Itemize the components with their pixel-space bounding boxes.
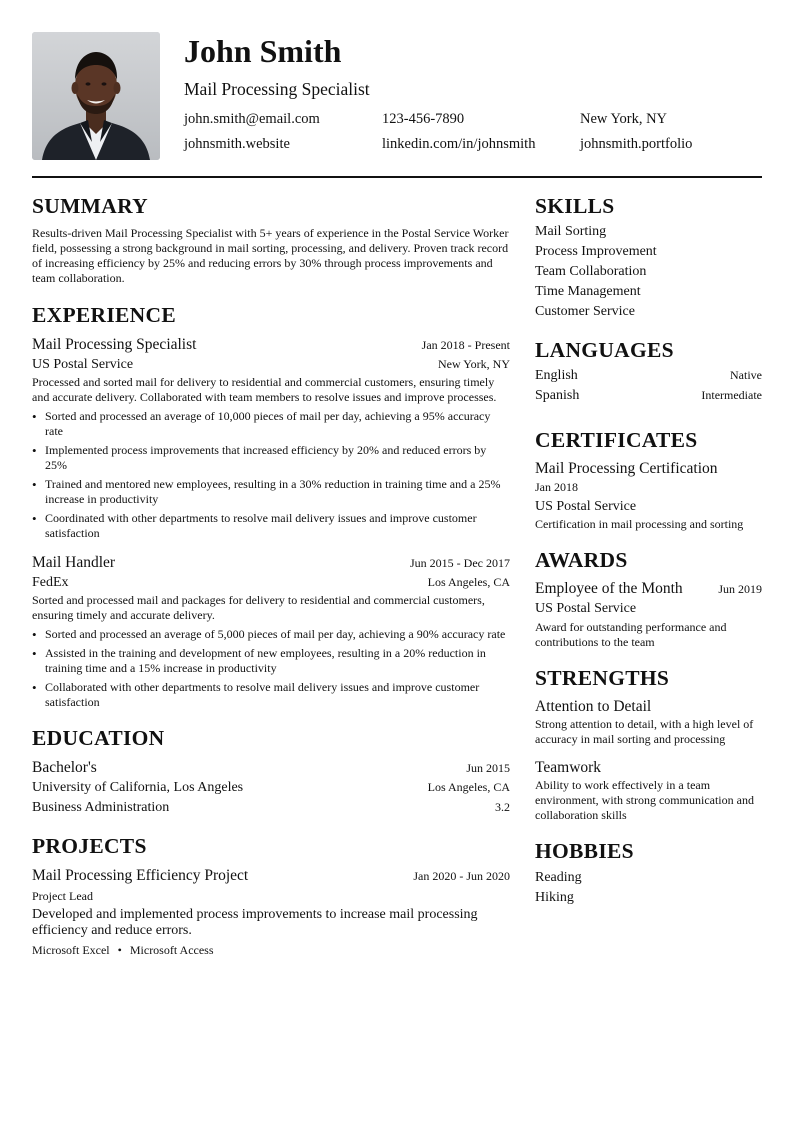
language-level: Intermediate [701, 388, 762, 402]
section-heading: PROJECTS [32, 834, 147, 858]
header-info [184, 32, 762, 154]
candidate-name: John Smith [184, 33, 342, 69]
achievement-item: • Implemented process improvements that increased efficiency by 20% and reduced errors by 25% [32, 443, 510, 473]
summary-text: Results-driven Mail Processing Specialist with 5+ years of experience in the Postal Service Worker field, possessing a strong background in mail sorting, processing, and delivery. Proven track record of increasing efficiency by 25% and reducing errors by 30% through process improvements and team collaboration. [32, 226, 509, 285]
strength-description: Strong attention to detail, with a high level of accuracy in mail sorting and processing [535, 717, 754, 746]
linkedin-link[interactable]: linkedin.com/in/johnsmith [382, 136, 536, 152]
language-level: Native [730, 368, 762, 382]
skills-section [535, 192, 762, 322]
project-technologies [32, 942, 510, 958]
main-column [32, 192, 510, 958]
awards-section [535, 546, 762, 650]
hobbies-section [535, 837, 762, 908]
award-description: Award for outstanding performance and contributions to the team [535, 620, 727, 649]
certificate-name: Mail Processing Certification [535, 460, 718, 477]
header-divider [32, 176, 762, 178]
experience-section [32, 301, 510, 710]
strength-title: Attention to Detail [535, 698, 652, 715]
job-location: Los Angeles, CA [427, 575, 510, 589]
job-achievements [32, 627, 510, 710]
candidate-title: Mail Processing Specialist [184, 79, 370, 99]
language-name: Spanish [535, 388, 580, 403]
certificate-date: Jan 2018 [535, 480, 578, 494]
section-heading: SKILLS [535, 194, 615, 218]
section-heading: STRENGTHS [535, 666, 670, 690]
hobby-item: Reading [535, 870, 582, 885]
school-name: University of California, Los Angeles [32, 780, 244, 795]
languages-section [535, 336, 762, 406]
summary-section [32, 192, 510, 286]
portfolio-link[interactable]: johnsmith.portfolio [580, 136, 693, 152]
education-section [32, 724, 510, 818]
skill-item: Team Collaboration [535, 264, 647, 279]
phone-number: 123-456-7890 [382, 111, 465, 127]
skill-item: Mail Sorting [535, 224, 607, 239]
contact-info [184, 109, 762, 154]
certificates-section [535, 426, 762, 532]
job-company: FedEx [32, 575, 69, 590]
job-entry [32, 552, 510, 710]
job-dates: Jan 2018 - Present [421, 338, 510, 352]
website-link[interactable]: johnsmith.website [184, 136, 290, 152]
award-date: Jun 2019 [718, 582, 762, 596]
award-name: Employee of the Month [535, 580, 683, 597]
job-title: Mail Handler [32, 554, 116, 571]
job-description: Processed and sorted mail for delivery to residential and commercial customers, ensuring timely and accurate delivery. Collaborated with team members to resolve issues and improve processes. [32, 375, 497, 404]
award-issuer: US Postal Service [535, 601, 637, 616]
job-dates: Jun 2015 - Dec 2017 [410, 556, 510, 570]
strengths-section [535, 664, 762, 823]
achievement-item: • Trained and mentored new employees, resulting in a 30% reduction in training time and a 25% increase in productivity [32, 477, 510, 507]
job-achievements [32, 409, 510, 541]
job-company: US Postal Service [32, 357, 134, 372]
tech-item: Microsoft Access [129, 943, 214, 957]
section-heading: AWARDS [535, 548, 628, 572]
section-heading: EXPERIENCE [32, 303, 176, 327]
graduation-date: Jun 2015 [466, 761, 510, 775]
achievement-item: • Collaborated with other departments to resolve mail delivery issues and improve customer satisfaction [32, 680, 510, 710]
project-dates: Jan 2020 - Jun 2020 [413, 869, 510, 883]
achievement-item: • Sorted and processed an average of 10,000 pieces of mail per day, achieving a 95% accuracy rate [32, 409, 510, 439]
project-role: Project Lead [32, 889, 93, 903]
gpa: 3.2 [495, 800, 510, 814]
tech-item: Microsoft Excel [32, 943, 110, 957]
degree: Bachelor's [32, 759, 97, 776]
achievement-item: • Sorted and processed an average of 5,000 pieces of mail per day, achieving a 90% accuracy rate [32, 627, 510, 642]
strength-title: Teamwork [535, 759, 602, 776]
hobby-item: Hiking [535, 890, 574, 905]
skill-item: Process Improvement [535, 244, 657, 259]
strength-description: Ability to work effectively in a team environment, with strong communication and collaboration skills [535, 778, 754, 822]
section-heading: CERTIFICATES [535, 428, 698, 452]
skill-item: Time Management [535, 284, 641, 299]
project-name: Mail Processing Efficiency Project [32, 867, 249, 884]
strength-item [535, 757, 762, 823]
achievement-item: • Coordinated with other departments to resolve mail delivery issues and improve customer satisfaction [32, 511, 510, 541]
projects-section [32, 832, 510, 958]
strength-item [535, 696, 762, 747]
section-heading: HOBBIES [535, 839, 634, 863]
achievement-item: • Assisted in the training and development of new employees, resulting in a 20% reduction in training time and a 15% increase in productivity [32, 646, 510, 676]
person-photo-icon [32, 32, 160, 160]
tech-separator: • [117, 943, 122, 957]
profile-photo [32, 32, 160, 160]
job-entry [32, 334, 510, 541]
side-column [535, 192, 762, 908]
skill-item: Customer Service [535, 304, 635, 319]
job-location: New York, NY [437, 357, 510, 371]
field-of-study: Business Administration [32, 800, 170, 815]
job-description: Sorted and processed mail and packages for delivery to residential and commercial customers, ensuring timely and accurate delivery. [32, 593, 485, 622]
location: New York, NY [580, 111, 668, 127]
language-name: English [535, 368, 578, 383]
certificate-issuer: US Postal Service [535, 499, 637, 514]
section-heading: LANGUAGES [535, 338, 674, 362]
certificate-description: Certification in mail processing and sorting [535, 517, 744, 531]
school-location: Los Angeles, CA [427, 780, 510, 794]
section-heading: SUMMARY [32, 194, 148, 218]
section-heading: EDUCATION [32, 726, 165, 750]
project-description: Developed and implemented process improvements to increase mail processing efficiency and reduce errors. [32, 907, 478, 938]
job-title: Mail Processing Specialist [32, 336, 197, 353]
email-link[interactable]: john.smith@email.com [184, 111, 320, 127]
resume-header [32, 32, 762, 160]
